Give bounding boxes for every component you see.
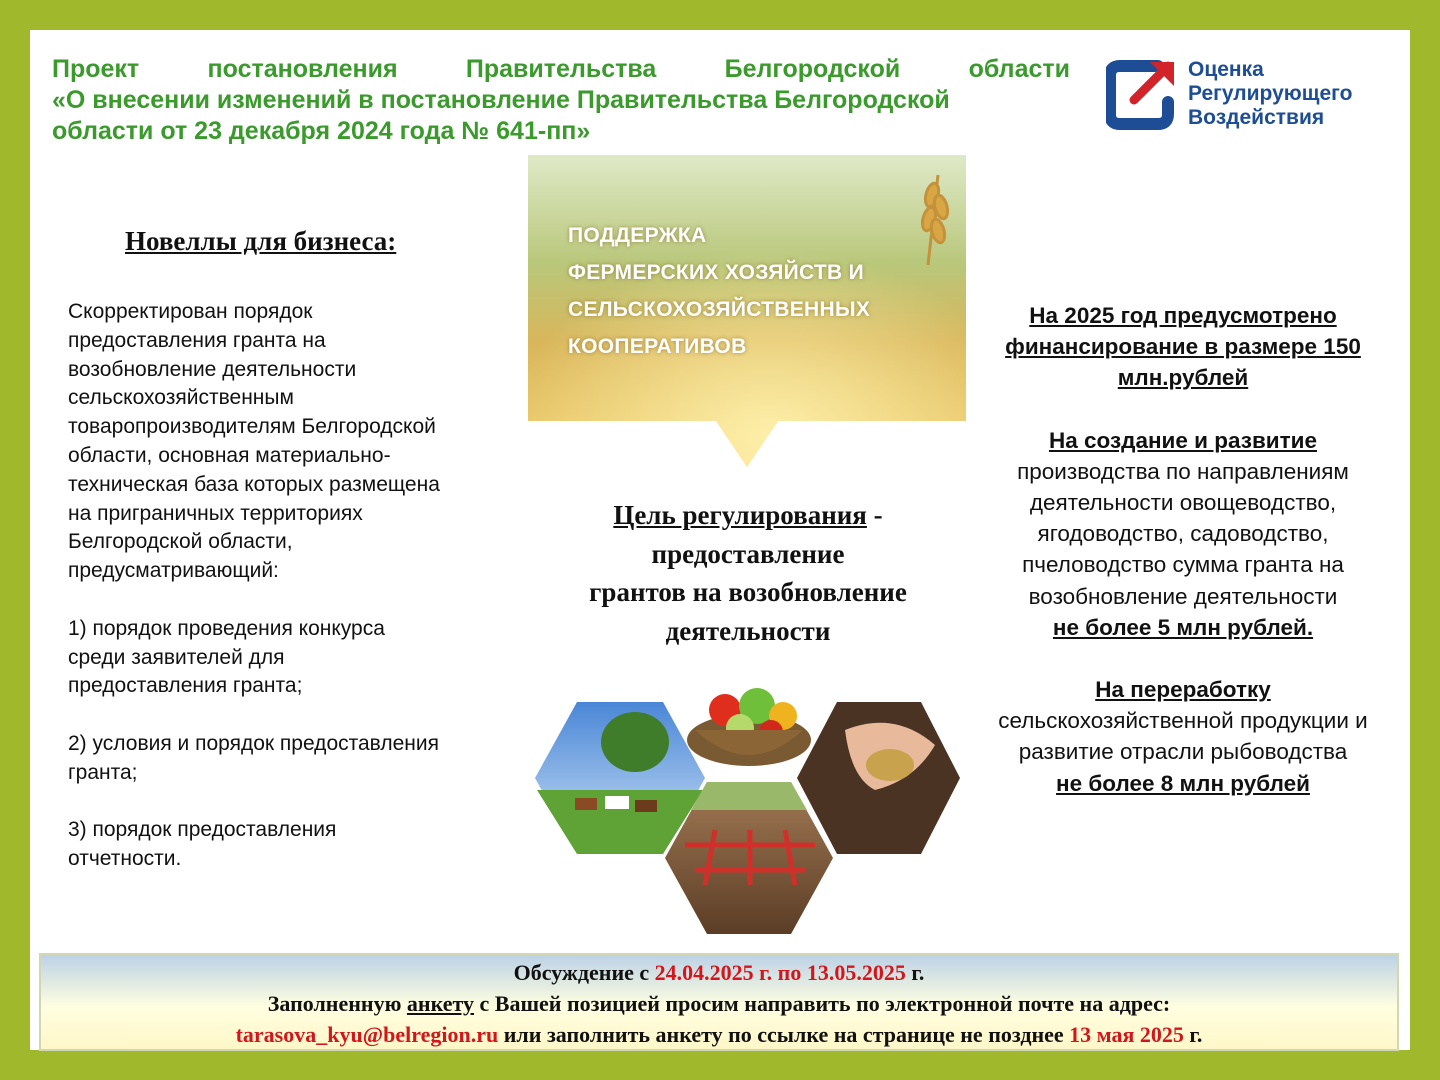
processing-text: сельскохозяйственной продукции и развитие отрасли рыбоводства (998, 708, 1368, 765)
hexagon-cows-image (535, 702, 705, 854)
logo-line-1: Оценка (1188, 58, 1264, 81)
banner-wheat-image (528, 155, 966, 467)
slide (30, 30, 1410, 1050)
title-line-1: Проект постановления Правительства Белгородской области (52, 55, 1070, 83)
goal-line-3: грантов на возобновление (589, 577, 907, 607)
footer-deadline-text: или заполнить анкету по ссылке на странице не позднее (498, 1022, 1070, 1047)
goal-dash: - (866, 500, 883, 530)
creation-text: производства по направлениям деятельности овощеводство, ягодоводство, садоводство, пчеловодство сумма гранта на возобновление деятельности (1017, 458, 1349, 609)
funding-info (970, 300, 1396, 799)
banner-line-2: ФЕРМЕРСКИХ ХОЗЯЙСТВ И (568, 261, 865, 284)
hexagon-vegetables-image (687, 688, 811, 766)
title-line-2: «О внесении изменений в постановление Правительства Белгородской (52, 86, 950, 114)
processing-heading: На переработку (1095, 677, 1271, 703)
discussion-footer (39, 953, 1399, 1051)
footer-discussion-dates: 24.04.2025 г. по 13.05.2025 (654, 960, 906, 985)
business-paragraph: Скорректирован порядок предоставления гранта на возобновление деятельности сельскохозяйственным товаропроизводителям Белгородской области, основная материально- техническая база которых размещена на приграничных территориях Белгородской области, предусматривающий: (68, 300, 440, 583)
footer-deadline-suffix: г. (1183, 1022, 1203, 1047)
footer-discussion-label: Обсуждение с (513, 960, 655, 985)
footer-discussion-suffix: г. (905, 960, 925, 985)
logo-line-3: Воздействия (1188, 106, 1325, 129)
hexagon-seeds-image (797, 702, 960, 854)
orv-logo-mark-icon (1106, 58, 1182, 132)
processing-amount: не более 8 млн рублей (1056, 770, 1310, 796)
footer-form-prefix: Заполненную (267, 991, 407, 1016)
business-item-3: 3) порядок предоставления отчетности. (68, 818, 337, 871)
banner-line-1: ПОДДЕРЖКА (568, 224, 707, 247)
business-heading: Новеллы для бизнеса: (125, 226, 397, 256)
creation-amount: не более 5 млн рублей. (1052, 614, 1314, 640)
footer-line-3 (41, 1019, 1397, 1050)
footer-line-2 (41, 988, 1397, 1019)
business-item-1: 1) порядок проведения конкурса среди заявителей для предоставления гранта; (68, 616, 385, 698)
agriculture-hexagons (535, 670, 960, 960)
goal-line-4: деятельности (665, 615, 831, 646)
funding-total: На 2025 год предусмотрено финансирование в размере 150 млн.рублей (1005, 303, 1361, 391)
title-line-3: области от 23 декабря 2024 года № 641-пп» (52, 117, 591, 145)
goal-line-2: предоставление (651, 538, 845, 569)
creation-heading: На создание и развитие (1049, 427, 1317, 453)
footer-line-1 (41, 957, 1397, 988)
questionnaire-link[interactable]: анкету (406, 991, 474, 1016)
business-text (68, 298, 508, 874)
banner-line-3: СЕЛЬСКОХОЗЯЙСТВЕННЫХ (568, 298, 871, 321)
goal-label: Цель регулирования (613, 500, 867, 530)
regulation-goal (538, 496, 958, 650)
footer-form-text: с Вашей позицией просим направить по электронной почте на адрес: (474, 991, 1171, 1016)
orv-logo (1106, 58, 1406, 132)
banner-line-4: КООПЕРАТИВОВ (568, 335, 747, 358)
footer-deadline-date: 13 мая 2025 (1069, 1022, 1184, 1047)
page-title (52, 54, 1070, 147)
logo-line-2: Регулирующего (1188, 82, 1353, 105)
contact-email-link[interactable]: tarasova_kyu@belregion.ru (235, 1022, 499, 1047)
business-item-2: 2) условия и порядок предоставления гранта; (68, 731, 439, 784)
